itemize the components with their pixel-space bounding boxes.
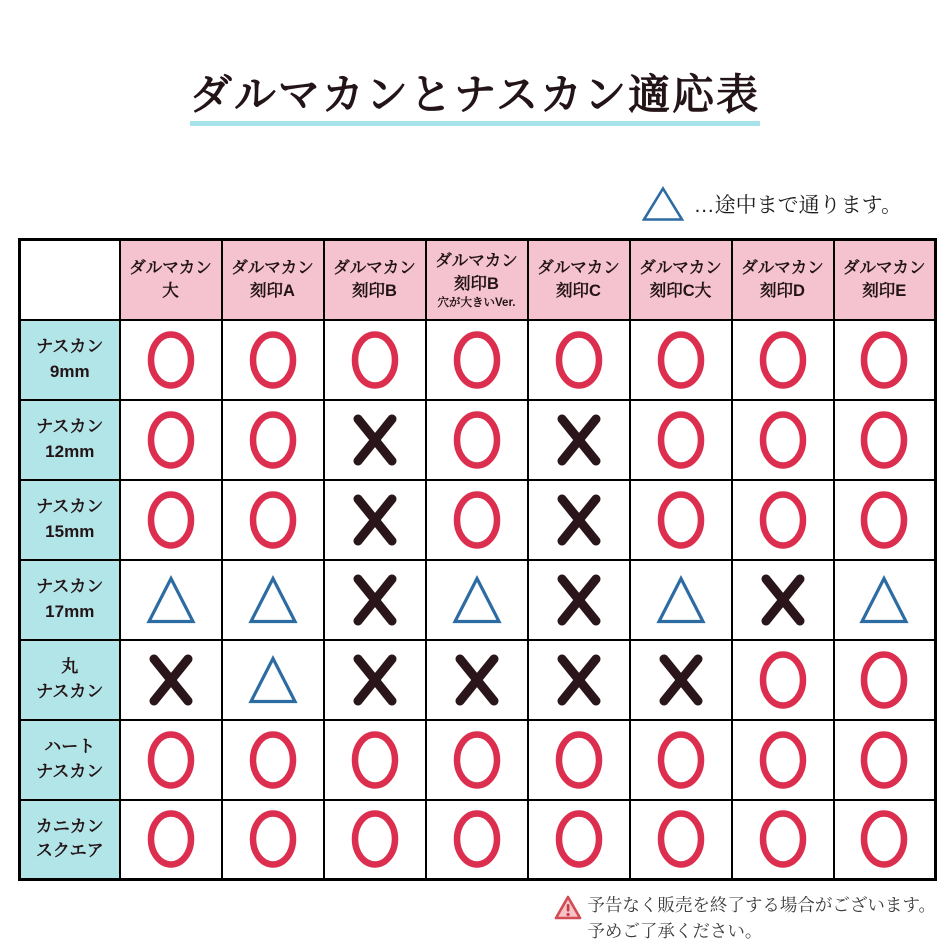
corner-cell [20,240,120,320]
compatibility-cell [120,800,222,880]
x-icon [146,653,196,707]
circle-icon [350,809,400,869]
triangle-icon [248,575,298,625]
compatibility-cell [222,320,324,400]
column-header: ダルマカン 刻印B 穴が大きいVer. [426,240,528,320]
x-icon [350,573,400,627]
circle-icon [452,410,502,470]
compatibility-cell [120,480,222,560]
compatibility-cell [324,400,426,480]
column-header: ダルマカン 刻印A [222,240,324,320]
compatibility-cell [630,560,732,640]
circle-icon [248,809,298,869]
x-icon [554,413,604,467]
compatibility-cell [120,640,222,720]
compatibility-cell [324,720,426,800]
compatibility-cell [630,800,732,880]
circle-icon [656,490,706,550]
x-icon [758,573,808,627]
circle-icon [859,650,909,710]
compatibility-cell [222,800,324,880]
compatibility-cell [732,480,834,560]
circle-icon [758,410,808,470]
compatibility-cell [324,320,426,400]
compatibility-cell [528,800,630,880]
compatibility-cell [528,720,630,800]
compatibility-cell [732,800,834,880]
compatibility-cell [324,640,426,720]
triangle-icon [859,575,909,625]
table-head-row [20,240,936,320]
circle-icon [146,809,196,869]
triangle-icon [248,655,298,705]
compatibility-cell [528,640,630,720]
circle-icon [248,730,298,790]
circle-icon [656,809,706,869]
circle-icon [146,410,196,470]
compatibility-cell [834,640,936,720]
compatibility-cell [732,400,834,480]
page-title: ダルマカンとナスカン適応表 [190,72,760,126]
circle-icon [452,809,502,869]
compatibility-cell [630,720,732,800]
compatibility-cell [222,560,324,640]
table-row [20,320,936,400]
title-area [0,72,950,126]
row-header: カニカン スクエア [20,800,120,880]
compatibility-cell [528,400,630,480]
footer-note [554,893,936,944]
circle-icon [758,730,808,790]
circle-icon [452,730,502,790]
column-header: ダルマカン 大 [120,240,222,320]
column-header-note: 穴が大きいVer. [437,297,516,310]
circle-icon [859,330,909,390]
compatibility-cell [834,720,936,800]
compatibility-cell [732,560,834,640]
circle-icon [758,650,808,710]
compatibility-table [18,238,937,881]
compatibility-cell [630,480,732,560]
footer-line-2: 予めご了承ください。 [587,920,763,941]
compatibility-cell [528,320,630,400]
table-row [20,800,936,880]
row-header: ナスカン 15mm [20,480,120,560]
circle-icon [146,490,196,550]
circle-icon [859,490,909,550]
compatibility-cell [222,480,324,560]
circle-icon [656,330,706,390]
x-icon [350,493,400,547]
footer-text [587,893,936,944]
compatibility-cell [120,320,222,400]
compatibility-cell [834,400,936,480]
compatibility-cell [426,400,528,480]
circle-icon [248,490,298,550]
x-icon [554,493,604,547]
circle-icon [248,330,298,390]
circle-icon [859,809,909,869]
circle-icon [452,490,502,550]
compatibility-cell [222,400,324,480]
compatibility-cell [834,560,936,640]
compatibility-cell [426,480,528,560]
table-row [20,400,936,480]
column-header: ダルマカン 刻印B [324,240,426,320]
circle-icon [554,330,604,390]
compatibility-cell [630,320,732,400]
compatibility-cell [630,640,732,720]
circle-icon [146,730,196,790]
compatibility-cell [426,640,528,720]
circle-icon [146,330,196,390]
triangle-icon [452,575,502,625]
column-header: ダルマカン 刻印E [834,240,936,320]
circle-icon [554,730,604,790]
row-header: ナスカン 12mm [20,400,120,480]
triangle-icon [642,186,684,222]
compatibility-cell [426,320,528,400]
warning-icon [554,895,582,921]
compatibility-cell [528,480,630,560]
column-header: ダルマカン 刻印D [732,240,834,320]
compatibility-cell [732,320,834,400]
legend-text: …途中まで通ります。 [693,194,902,217]
circle-icon [758,330,808,390]
compatibility-cell [222,640,324,720]
triangle-icon [656,575,706,625]
x-icon [554,653,604,707]
compatibility-cell [426,720,528,800]
x-icon [350,653,400,707]
circle-icon [656,410,706,470]
compatibility-cell [324,560,426,640]
table-body [20,320,936,880]
row-header: ハート ナスカン [20,720,120,800]
circle-icon [656,730,706,790]
x-icon [452,653,502,707]
circle-icon [350,730,400,790]
compatibility-cell [630,400,732,480]
compatibility-cell [834,480,936,560]
table-row [20,560,936,640]
row-header: 丸 ナスカン [20,640,120,720]
footer-line-1: 予告なく販売を終了する場合がございます。 [587,895,936,916]
x-icon [350,413,400,467]
compatibility-cell [324,800,426,880]
compatibility-cell [732,640,834,720]
compatibility-cell [426,560,528,640]
x-icon [656,653,706,707]
compatibility-cell [528,560,630,640]
row-header: ナスカン 17mm [20,560,120,640]
circle-icon [859,730,909,790]
compatibility-cell [120,720,222,800]
table-row [20,720,936,800]
compatibility-cell [834,800,936,880]
table-row [20,640,936,720]
circle-icon [248,410,298,470]
compatibility-cell [222,720,324,800]
circle-icon [452,330,502,390]
circle-icon [554,809,604,869]
compatibility-cell [324,480,426,560]
compatibility-cell [426,800,528,880]
compatibility-cell [120,400,222,480]
table-row [20,480,936,560]
circle-icon [758,490,808,550]
circle-icon [758,809,808,869]
x-icon [554,573,604,627]
compatibility-cell [834,320,936,400]
column-header: ダルマカン 刻印C [528,240,630,320]
column-header: ダルマカン 刻印C大 [630,240,732,320]
circle-icon [350,330,400,390]
compatibility-cell [732,720,834,800]
row-header: ナスカン 9mm [20,320,120,400]
compatibility-cell [120,560,222,640]
legend [642,186,902,222]
triangle-icon [146,575,196,625]
circle-icon [859,410,909,470]
